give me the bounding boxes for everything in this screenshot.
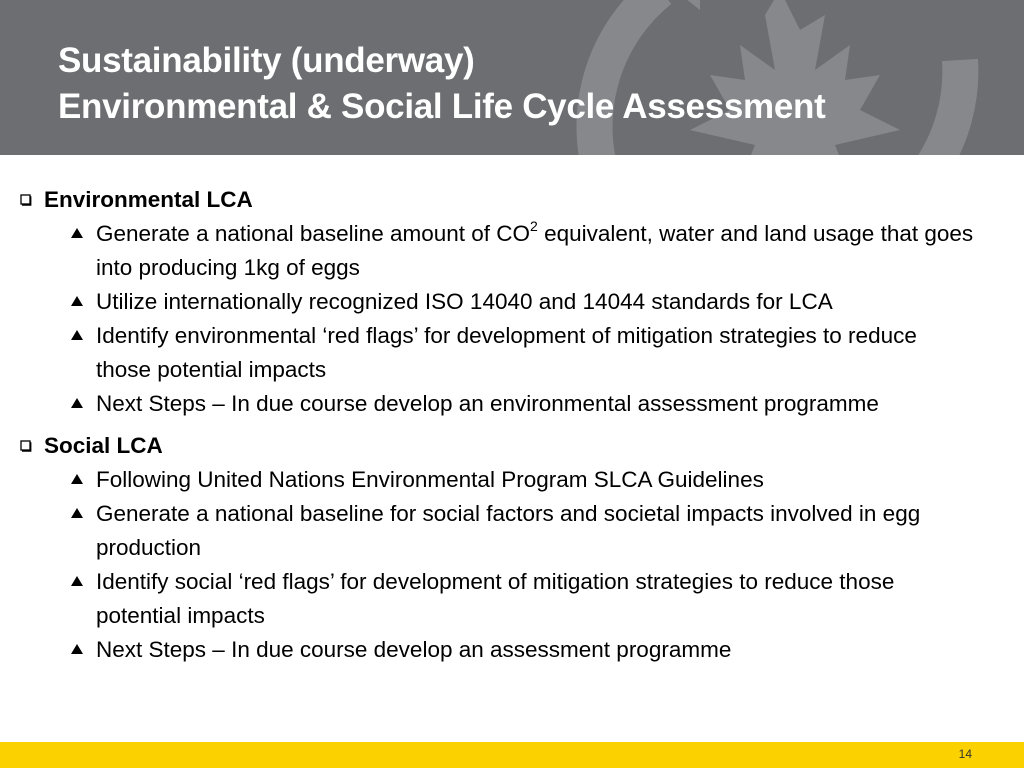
- bullet-text: Generate a national baseline for social factors and societal impacts involved in egg production: [96, 501, 921, 560]
- bullet-text: Following United Nations Environmental Program SLCA Guidelines: [96, 467, 764, 492]
- list-item: [0, 633, 976, 667]
- bullet-text: Next Steps – In due course develop an environmental assessment programme: [96, 391, 879, 416]
- list-item: [0, 565, 976, 633]
- section-social-lca: [0, 429, 1024, 667]
- section-heading-text: Environmental LCA: [44, 187, 253, 212]
- slide-body: [0, 183, 1024, 667]
- bullet-list: [0, 463, 1024, 667]
- list-item: [0, 319, 976, 387]
- triangle-icon: [71, 330, 83, 340]
- bullet-list: [0, 217, 1024, 421]
- bullet-text: Next Steps – In due course develop an assessment programme: [96, 637, 732, 662]
- bullet-text: Generate a national baseline amount of CO: [96, 221, 531, 246]
- triangle-icon: [71, 398, 83, 408]
- section-heading: [0, 183, 1024, 217]
- footer-bar: [0, 742, 1024, 768]
- checkbox-icon: [20, 440, 32, 452]
- bullet-text: Identify environmental ‘red flags’ for development of mitigation strategies to reduce those potential impacts: [96, 323, 917, 382]
- title-line-2: Environmental & Social Life Cycle Assessment: [58, 87, 826, 126]
- section-heading-text: Social LCA: [44, 433, 163, 458]
- list-item: [0, 387, 976, 421]
- triangle-icon: [71, 296, 83, 306]
- section-environmental-lca: [0, 183, 1024, 421]
- list-item: [0, 497, 976, 565]
- section-heading: [0, 429, 1024, 463]
- triangle-icon: [71, 508, 83, 518]
- title-line-1: Sustainability (underway): [58, 41, 475, 80]
- bullet-text: Utilize internationally recognized ISO 14040 and 14044 standards for LCA: [96, 289, 833, 314]
- list-item: [0, 217, 976, 285]
- triangle-icon: [71, 474, 83, 484]
- superscript-text: 2: [530, 217, 538, 234]
- checkbox-icon: [20, 194, 32, 206]
- list-item: [0, 463, 976, 497]
- triangle-icon: [71, 228, 83, 238]
- list-item: [0, 285, 976, 319]
- slide-title: [58, 38, 825, 130]
- triangle-icon: [71, 644, 83, 654]
- page-number: 14: [958, 747, 972, 761]
- bullet-text-cont: equivalent, water and land usage that goes into producing 1kg of eggs: [96, 221, 974, 280]
- triangle-icon: [71, 576, 83, 586]
- bullet-text: Identify social ‘red flags’ for development of mitigation strategies to reduce those potential impacts: [96, 569, 895, 628]
- slide-header: [0, 0, 1024, 155]
